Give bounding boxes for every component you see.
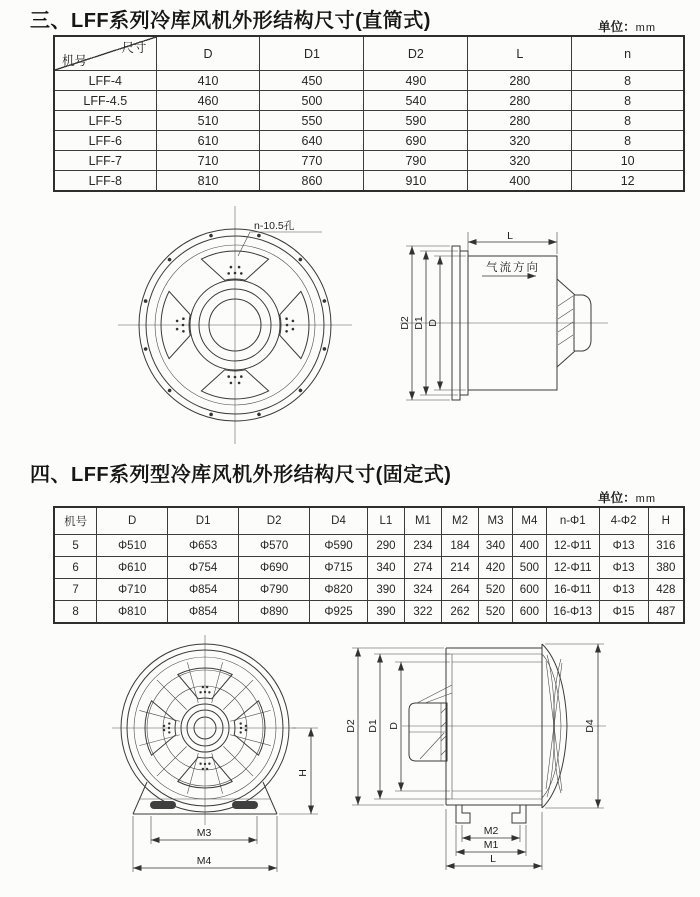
table-cell: LFF-4 bbox=[54, 71, 156, 91]
table-cell: 280 bbox=[468, 111, 572, 131]
table-straight-wrap bbox=[53, 35, 685, 192]
table-cell: 340 bbox=[367, 557, 404, 579]
motor-hatching bbox=[558, 296, 573, 345]
table-cell: 16-Φ11 bbox=[546, 579, 599, 601]
table-cell: 510 bbox=[156, 111, 260, 131]
section-fixed-title: 四、LFF系列型冷库风机外形结构尺寸(固定式) bbox=[30, 464, 452, 486]
column-header: D2 bbox=[239, 507, 310, 535]
table-fixed bbox=[53, 506, 685, 624]
table-cell: 16-Φ13 bbox=[546, 601, 599, 624]
column-header: M3 bbox=[479, 507, 513, 535]
dim-label-M3: M3 bbox=[196, 827, 212, 839]
table-row bbox=[54, 131, 684, 151]
table-cell: 280 bbox=[468, 91, 572, 111]
table-cell: 320 bbox=[468, 151, 572, 171]
table-row bbox=[54, 601, 684, 624]
table-cell: Φ820 bbox=[310, 579, 368, 601]
table-cell: Φ854 bbox=[168, 601, 239, 624]
table-row bbox=[54, 91, 684, 111]
column-header: M1 bbox=[404, 507, 441, 535]
table-cell: 390 bbox=[367, 579, 404, 601]
fixed-front-view bbox=[112, 635, 318, 872]
mounting-feet bbox=[456, 805, 526, 823]
dim-label-D1: D1 bbox=[367, 719, 379, 733]
table-cell: Φ925 bbox=[310, 601, 368, 624]
airflow-direction-label: 气流方向 bbox=[486, 262, 540, 274]
column-header: D bbox=[97, 507, 168, 535]
drawings-fixed bbox=[0, 633, 700, 897]
table-cell: 8 bbox=[54, 601, 97, 624]
table-cell: Φ790 bbox=[239, 579, 310, 601]
table-cell: Φ15 bbox=[599, 601, 648, 624]
table-cell: LFF-6 bbox=[54, 131, 156, 151]
unit-value: mm bbox=[635, 22, 656, 34]
table-cell: Φ653 bbox=[168, 535, 239, 557]
column-header: H bbox=[648, 507, 684, 535]
table-cell: Φ510 bbox=[97, 535, 168, 557]
column-header: 4-Φ2 bbox=[599, 507, 648, 535]
table-cell: 8 bbox=[572, 71, 684, 91]
table-fixed-header-row bbox=[54, 507, 684, 535]
table-row bbox=[54, 111, 684, 131]
column-header: L bbox=[468, 36, 572, 71]
straight-front-view bbox=[118, 206, 352, 444]
table-cell: 460 bbox=[156, 91, 260, 111]
table-cell: 487 bbox=[648, 601, 684, 624]
base-slot bbox=[232, 801, 258, 809]
table-cell: 490 bbox=[364, 71, 468, 91]
column-header: n-Φ1 bbox=[546, 507, 599, 535]
table-cell: Φ890 bbox=[239, 601, 310, 624]
table-cell: Φ570 bbox=[239, 535, 310, 557]
dim-label-M4: M4 bbox=[196, 855, 212, 867]
dim-label-D: D bbox=[427, 319, 439, 327]
column-header: n bbox=[572, 36, 684, 71]
table-cell: 7 bbox=[54, 579, 97, 601]
diagonal-header-cell bbox=[54, 36, 156, 71]
table-straight bbox=[53, 35, 685, 192]
column-header: M4 bbox=[512, 507, 546, 535]
table-cell: 550 bbox=[260, 111, 364, 131]
table-cell: 400 bbox=[468, 171, 572, 192]
table-cell: 390 bbox=[367, 601, 404, 624]
dim-label-M1: M1 bbox=[483, 839, 499, 851]
unit-label: 单位： bbox=[598, 20, 636, 34]
dim-label-D: D bbox=[388, 722, 400, 730]
unit-note-straight bbox=[598, 17, 656, 35]
table-cell: 214 bbox=[441, 557, 478, 579]
hole-count-label: n-10.5孔 bbox=[254, 220, 295, 232]
table-cell: 324 bbox=[404, 579, 441, 601]
table-cell: 8 bbox=[572, 111, 684, 131]
table-fixed-body bbox=[54, 535, 684, 624]
table-row bbox=[54, 151, 684, 171]
table-cell: 690 bbox=[364, 131, 468, 151]
table-cell: 600 bbox=[512, 601, 546, 624]
table-straight-body bbox=[54, 71, 684, 192]
table-cell: 12 bbox=[572, 171, 684, 192]
table-cell: 400 bbox=[512, 535, 546, 557]
table-cell: 540 bbox=[364, 91, 468, 111]
table-cell: 710 bbox=[156, 151, 260, 171]
table-cell: 860 bbox=[260, 171, 364, 192]
table-cell: 520 bbox=[479, 579, 513, 601]
table-straight-header-row bbox=[54, 36, 684, 71]
dim-label-L: L bbox=[490, 853, 496, 865]
table-cell: 610 bbox=[156, 131, 260, 151]
table-cell: LFF-5 bbox=[54, 111, 156, 131]
table-cell: 910 bbox=[364, 171, 468, 192]
dim-label-H: H bbox=[297, 769, 309, 777]
table-cell: 640 bbox=[260, 131, 364, 151]
table-cell: Φ690 bbox=[239, 557, 310, 579]
table-cell: 8 bbox=[572, 91, 684, 111]
table-cell: Φ854 bbox=[168, 579, 239, 601]
table-cell: 420 bbox=[479, 557, 513, 579]
table-cell: LFF-4.5 bbox=[54, 91, 156, 111]
table-cell: 500 bbox=[512, 557, 546, 579]
table-cell: 8 bbox=[572, 131, 684, 151]
table-cell: 316 bbox=[648, 535, 684, 557]
corner-label-size: 尺寸 bbox=[121, 41, 147, 55]
column-header: D1 bbox=[168, 507, 239, 535]
table-cell: 380 bbox=[648, 557, 684, 579]
dim-label-D2: D2 bbox=[399, 316, 411, 330]
table-cell: 184 bbox=[441, 535, 478, 557]
unit-label: 单位： bbox=[598, 491, 636, 505]
column-header: D bbox=[156, 36, 260, 71]
dim-label-M2: M2 bbox=[483, 825, 499, 837]
table-row bbox=[54, 557, 684, 579]
table-cell: 12-Φ11 bbox=[546, 535, 599, 557]
dim-label-L: L bbox=[507, 230, 513, 242]
table-row bbox=[54, 171, 684, 192]
table-cell: Φ754 bbox=[168, 557, 239, 579]
table-cell: Φ710 bbox=[97, 579, 168, 601]
table-row bbox=[54, 535, 684, 557]
section-straight-title: 三、LFF系列冷库风机外形结构尺寸(直筒式) bbox=[30, 10, 431, 32]
unit-note-fixed bbox=[598, 488, 656, 506]
table-cell: Φ610 bbox=[97, 557, 168, 579]
table-cell: 5 bbox=[54, 535, 97, 557]
table-cell: 12-Φ11 bbox=[546, 557, 599, 579]
table-cell: 790 bbox=[364, 151, 468, 171]
column-header: 机号 bbox=[54, 507, 97, 535]
table-cell: 262 bbox=[441, 601, 478, 624]
table-cell: 264 bbox=[441, 579, 478, 601]
drawings-straight bbox=[0, 198, 700, 450]
table-cell: 428 bbox=[648, 579, 684, 601]
table-fixed-wrap bbox=[53, 506, 685, 624]
table-cell: 770 bbox=[260, 151, 364, 171]
column-header: D4 bbox=[310, 507, 368, 535]
table-cell: Φ13 bbox=[599, 557, 648, 579]
fixed-side-view bbox=[345, 644, 606, 870]
table-cell: 290 bbox=[367, 535, 404, 557]
table-row bbox=[54, 579, 684, 601]
dim-label-D2: D2 bbox=[345, 719, 357, 733]
table-cell: 6 bbox=[54, 557, 97, 579]
table-row bbox=[54, 71, 684, 91]
corner-label-model: 机号 bbox=[62, 54, 88, 68]
dim-label-D4: D4 bbox=[584, 719, 596, 733]
table-cell: LFF-8 bbox=[54, 171, 156, 192]
column-header: L1 bbox=[367, 507, 404, 535]
table-cell: Φ715 bbox=[310, 557, 368, 579]
table-cell: LFF-7 bbox=[54, 151, 156, 171]
straight-side-view bbox=[399, 230, 608, 400]
table-cell: Φ810 bbox=[97, 601, 168, 624]
table-cell: 600 bbox=[512, 579, 546, 601]
table-cell: 322 bbox=[404, 601, 441, 624]
table-cell: Φ13 bbox=[599, 535, 648, 557]
table-cell: 10 bbox=[572, 151, 684, 171]
unit-value: mm bbox=[635, 493, 656, 505]
table-cell: 450 bbox=[260, 71, 364, 91]
table-cell: Φ13 bbox=[599, 579, 648, 601]
table-cell: 234 bbox=[404, 535, 441, 557]
table-cell: 340 bbox=[479, 535, 513, 557]
dim-label-D1: D1 bbox=[413, 316, 425, 330]
table-cell: 500 bbox=[260, 91, 364, 111]
table-cell: 590 bbox=[364, 111, 468, 131]
column-header: M2 bbox=[441, 507, 478, 535]
table-cell: 274 bbox=[404, 557, 441, 579]
table-cell: 810 bbox=[156, 171, 260, 192]
table-cell: 280 bbox=[468, 71, 572, 91]
base-slot bbox=[150, 801, 176, 809]
table-cell: 410 bbox=[156, 71, 260, 91]
column-header: D1 bbox=[260, 36, 364, 71]
table-cell: Φ590 bbox=[310, 535, 368, 557]
table-cell: 320 bbox=[468, 131, 572, 151]
column-header: D2 bbox=[364, 36, 468, 71]
table-cell: 520 bbox=[479, 601, 513, 624]
